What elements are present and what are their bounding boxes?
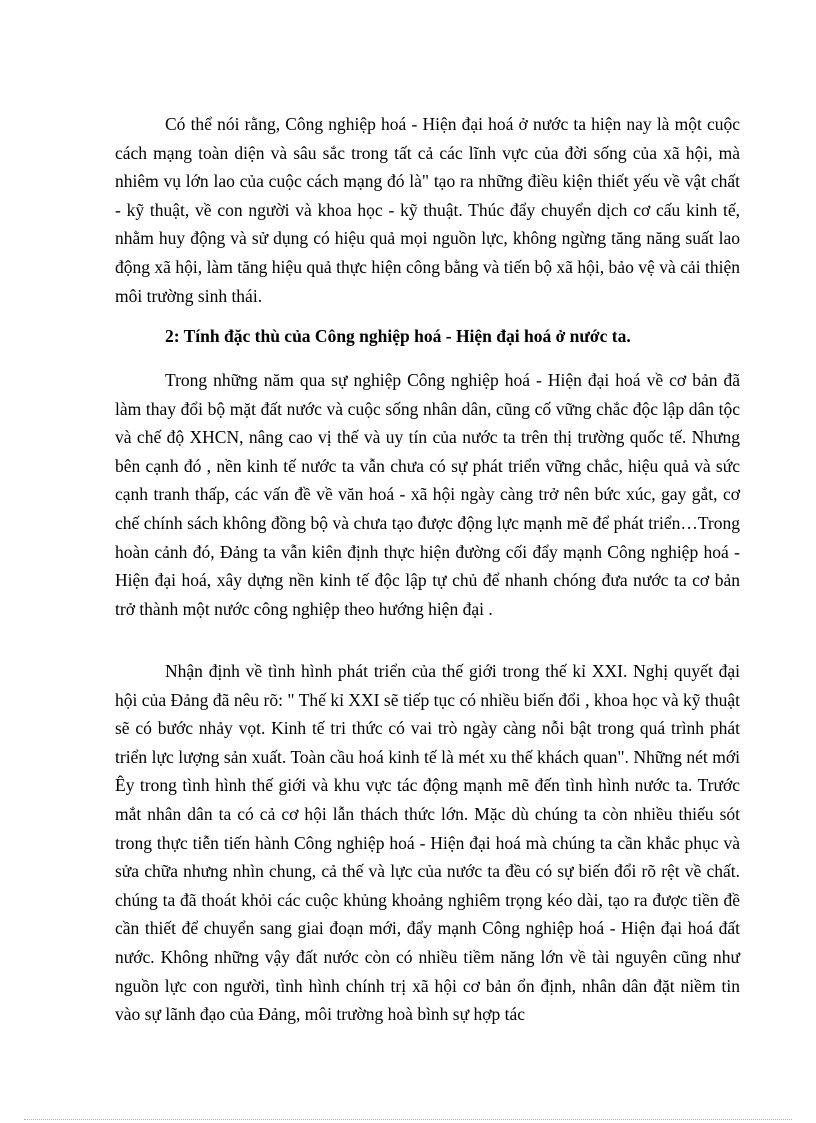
section-heading: 2: Tính đặc thù của Công nghiệp hoá - Hiện đại hoá ở nước ta. <box>165 326 631 346</box>
page-bottom-divider <box>24 1119 792 1120</box>
body-paragraph-3: Nhận định về tình hình phát triển của thế giới trong thế kỉ XXI. Nghị quyết đại hội của Đảng đã nêu rõ: " Thế kỉ XXI sẽ tiếp tục có nhiều biến đổi , khoa học và kỹ thuật sẽ có bước nhảy vọt. Kinh tế tri thức có vai trò ngày càng nỗi bật trong quá trình phát triển lực lượng sản xuất. Toàn cầu hoá kinh tế là mét xu thế khách quan". Những nét mới Êy trong tình hình thế giới và khu vực tác động mạnh mẽ đến tình hình nước ta. Trước mắt nhân dân ta có cả cơ hội lẫn thách thức lớn. Mặc dù chúng ta còn nhiều thiếu sót trong thực tiễn tiến hành Công nghiệp hoá - Hiện đại hoá mà chúng ta cần khắc phục và sửa chữa nhưng nhìn chung, cả thế và lực của nước ta đều có sự biến đổi rõ rệt về chất. chúng ta đã thoát khỏi các cuộc khủng khoảng nghiêm trọng kéo dài, tạo ra được tiền đề cần thiết để chuyển sang giai đoạn mới, đẩy mạnh Công nghiệp hoá - Hiện đại hoá đất nước. Không những vậy đất nước còn có nhiều tiềm năng lớn về tài nguyên cũng như nguồn lực con người, tình hình chính trị xã hội cơ bản ổn định, nhân dân đặt niềm tin vào sự lãnh đạo của Đảng, môi trường hoà bình sự hợp tác <box>115 661 740 1025</box>
body-paragraph-2: Trong những năm qua sự nghiệp Công nghiệp hoá - Hiện đại hoá về cơ bản đã làm thay đổi bộ mặt đất nước và cuộc sống nhân dân, cũng cố vững chắc độc lập dân tộc và chế độ XHCN, nâng cao vị thế và uy tín của nước ta trên thị trường quốc tế. Nhưng bên cạnh đó , nền kinh tế nước ta vẫn chưa có sự phát triển vững chắc, hiệu quả và sức cạnh tranh thấp, các vấn đề về văn hoá - xã hội ngày càng trở nên bức xúc, gay gắt, cơ chế chính sách không đồng bộ và chưa tạo được động lực mạnh mẽ để phát triển…Trong hoàn cảnh đó, Đảng ta vẫn kiên định thực hiện đường cối đẩy mạnh Công nghiệp hoá - Hiện đại hoá, xây dựng nền kinh tế độc lập tự chủ để nhanh chóng đưa nước ta cơ bản trở thành một nước công nghiệp theo hướng hiện đại . <box>115 370 740 619</box>
body-paragraph-1: Có thể nói rằng, Công nghiệp hoá - Hiện đại hoá ở nước ta hiện nay là một cuộc cách mạng toàn diện và sâu sắc trong tất cả các lĩnh vực của đời sống của xã hội, mà nhiêm vụ lớn lao của cuộc cách mạng đó là" tạo ra những điều kiện thiết yếu về vật chất - kỹ thuật, về con người và khoa học - kỹ thuật. Thúc đẩy chuyển dịch cơ cấu kinh tế, nhằm huy động và sử dụng có hiệu quả mọi nguồn lực, không ngừng tăng năng suất lao động xã hội, làm tăng hiệu quả thực hiện công bằng và tiến bộ xã hội, bảo vệ và cải thiện môi trường sinh thái. <box>115 114 740 306</box>
